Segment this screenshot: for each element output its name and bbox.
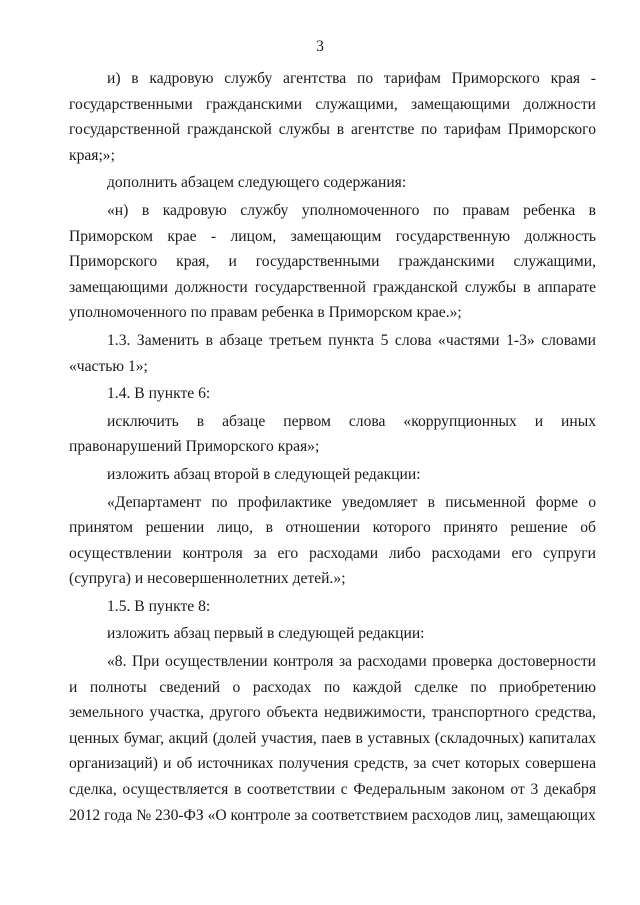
paragraph-item-n: «н) в кадровую службу уполномоченного по правам ребенка в Приморском крае - лицом, замещающим государственную должность Приморского края, и государственными гражданскими служащими, замещающими должности государственной гражданской службы в аппарате уполномоченного по правам ребенка в Приморском крае.»;	[69, 201, 596, 322]
paragraph-1-3: 1.3. Заменить в абзаце третьем пункта 5 слова «частями 1-3» словами «частью 1»;	[69, 331, 596, 375]
paragraph-item-i: и) в кадровую службу агентства по тарифам Приморского края - государственными гражданскими служащими, замещающими должности государственной гражданской службы в агентстве по тарифам Приморского края;»;	[69, 70, 596, 164]
paragraph-edit-first: изложить абзац первый в следующей редакции:	[107, 625, 425, 643]
paragraph-add-instruction: дополнить абзацем следующего содержания:	[107, 174, 407, 192]
paragraph-1-5: 1.5. В пункте 8:	[107, 597, 211, 615]
page-number: 3	[316, 38, 324, 55]
paragraph-department-notice: «Департамент по профилактике уведомляет в письменной форме о принятом решении лицо, в отношении которого принято решение об осуществлении контроля за его расходами либо расходами его супруги (супруга) и несовершеннолетних детей.»;	[69, 493, 596, 588]
paragraph-exclude-words: исключить в абзаце первом слова «коррупционных и иных правонарушений Приморского края»;	[69, 412, 596, 456]
paragraph-edit-second: изложить абзац второй в следующей редакции:	[107, 465, 421, 483]
document-body	[69, 66, 596, 828]
paragraph-item-8: «8. При осуществлении контроля за расходами проверка достоверности и полноты сведений о расходах по каждой сделке по приобретению земельного участка, другого объекта недвижимости, транспортного средства, ценных бумаг, акций (долей участия, паев в уставных (складочных) капиталах организаций) и об источниках получения средств, за счет которых совершена сделка, осуществляется в соответствии с Федеральным законом от 3 декабря 2012 года № 230-ФЗ «О контроле за соответствием расходов лиц, замещающих	[69, 653, 596, 824]
paragraph-1-4: 1.4. В пункте 6:	[107, 385, 211, 403]
